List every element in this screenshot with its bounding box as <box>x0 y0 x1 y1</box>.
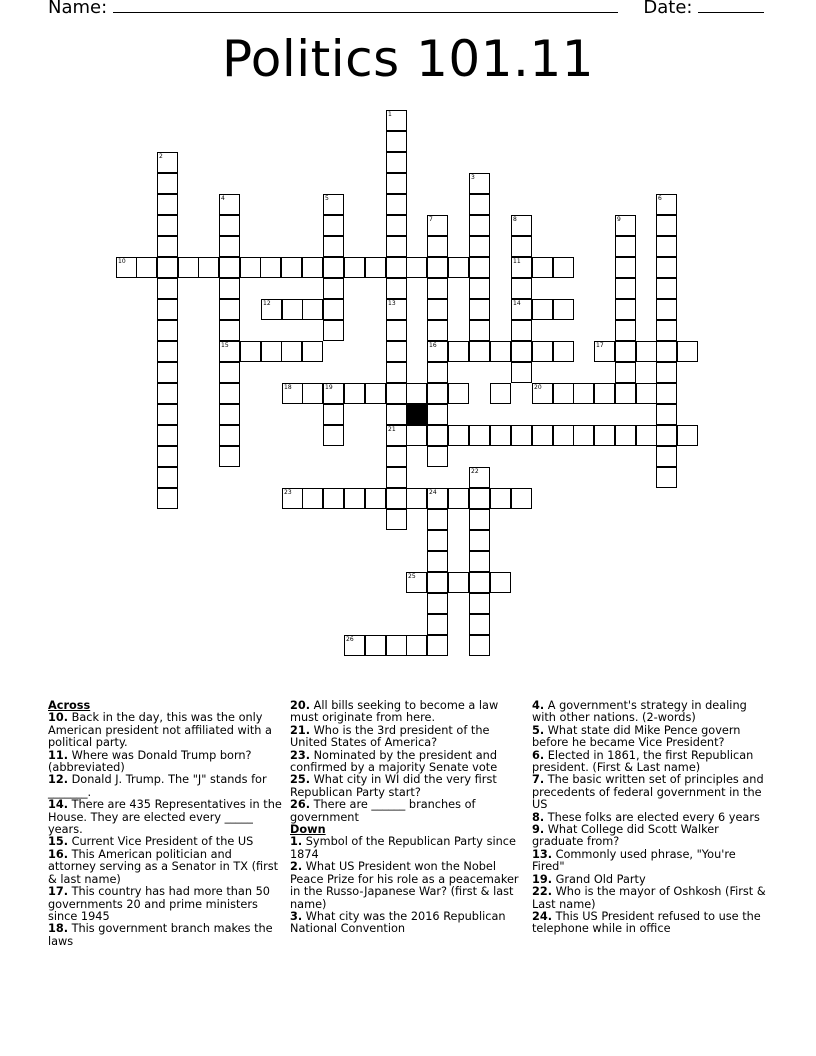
grid-cell[interactable] <box>656 467 677 488</box>
grid-cell[interactable] <box>386 131 407 152</box>
grid-cell[interactable] <box>219 425 240 446</box>
grid-cell[interactable] <box>261 299 282 320</box>
grid-cell[interactable] <box>157 299 178 320</box>
grid-cell[interactable] <box>219 362 240 383</box>
grid-cell[interactable] <box>615 425 636 446</box>
grid-cell[interactable] <box>386 278 407 299</box>
grid-cell[interactable] <box>615 383 636 404</box>
cell-number: 22 <box>471 468 479 475</box>
grid-cell[interactable] <box>157 341 178 362</box>
grid-cell[interactable] <box>427 425 448 446</box>
cell-number: 13 <box>388 300 396 307</box>
grid-cell[interactable] <box>136 257 157 278</box>
grid-cell[interactable] <box>219 383 240 404</box>
clue-across-18: 18. This government branch makes the laws <box>48 922 273 948</box>
grid-cell[interactable] <box>386 362 407 383</box>
cell-number: 20 <box>534 384 542 391</box>
grid-cell[interactable] <box>656 404 677 425</box>
grid-cell[interactable] <box>302 488 323 509</box>
grid-cell[interactable] <box>344 488 365 509</box>
grid-cell[interactable] <box>448 425 469 446</box>
grid-cell[interactable] <box>636 425 657 446</box>
cell-number: 1 <box>388 111 392 118</box>
grid-cell[interactable] <box>553 341 574 362</box>
grid-cell[interactable] <box>427 635 448 656</box>
grid-cell[interactable] <box>427 341 448 362</box>
grid-cell[interactable] <box>656 320 677 341</box>
grid-cell[interactable] <box>615 278 636 299</box>
grid-cell[interactable] <box>469 173 490 194</box>
grid-cell[interactable] <box>427 257 448 278</box>
grid-cell[interactable] <box>532 425 553 446</box>
clue-down-7: 7. The basic written set of principles and precedents of federal government in the US <box>532 773 764 812</box>
cell-number: 23 <box>284 489 292 496</box>
grid-cell[interactable] <box>219 404 240 425</box>
grid-cell[interactable] <box>427 383 448 404</box>
grid-cell[interactable] <box>427 614 448 635</box>
grid-cell[interactable] <box>469 593 490 614</box>
grid-cell[interactable] <box>656 299 677 320</box>
grid-cell[interactable] <box>302 383 323 404</box>
grid-cell[interactable] <box>656 383 677 404</box>
grid-cell[interactable] <box>427 278 448 299</box>
grid-cell[interactable] <box>615 299 636 320</box>
clue-down-8: 8. These folks are elected every 6 years <box>532 810 760 824</box>
grid-cell[interactable] <box>178 257 199 278</box>
grid-cell[interactable] <box>323 257 344 278</box>
clue-down-5: 5. What state did Mike Pence govern before he became Vice President? <box>532 723 741 750</box>
grid-cell[interactable] <box>490 341 511 362</box>
grid-cell[interactable] <box>469 551 490 572</box>
grid-cell[interactable] <box>511 320 532 341</box>
grid-cell[interactable] <box>323 236 344 257</box>
grid-cell[interactable] <box>490 572 511 593</box>
grid-cell[interactable] <box>615 320 636 341</box>
cell-number: 6 <box>658 195 662 202</box>
grid-cell[interactable] <box>532 383 553 404</box>
grid-cell[interactable] <box>386 467 407 488</box>
grid-cell[interactable] <box>469 299 490 320</box>
clue-down-13: 13. Commonly used phrase, "You're Fired" <box>532 847 736 874</box>
grid-cell[interactable] <box>219 320 240 341</box>
grid-cell[interactable] <box>282 488 303 509</box>
grid-cell[interactable] <box>157 152 178 173</box>
grid-cell[interactable] <box>157 404 178 425</box>
clues-column-1 <box>48 700 282 948</box>
grid-cell[interactable] <box>615 257 636 278</box>
grid-cell[interactable] <box>594 425 615 446</box>
grid-cell[interactable] <box>532 341 553 362</box>
grid-cell[interactable] <box>323 194 344 215</box>
grid-cell[interactable] <box>386 320 407 341</box>
grid-cell[interactable] <box>281 341 302 362</box>
cell-number: 2 <box>159 153 163 160</box>
grid-cell[interactable] <box>157 278 178 299</box>
clue-across-23: 23. Nominated by the president and confirmed by a majority Senate vote <box>290 748 498 775</box>
grid-cell[interactable] <box>386 341 407 362</box>
grid-cell[interactable] <box>636 341 657 362</box>
grid-cell[interactable] <box>157 425 178 446</box>
grid-cell[interactable] <box>386 173 407 194</box>
grid-cell[interactable] <box>656 194 677 215</box>
grid-cell[interactable] <box>469 509 490 530</box>
cell-number: 17 <box>596 342 604 349</box>
grid-cell[interactable] <box>323 320 344 341</box>
cell-number: 25 <box>408 573 416 580</box>
grid-cell[interactable] <box>365 635 386 656</box>
clue-down-1: 1. Symbol of the Republican Party since 1874 <box>290 835 516 861</box>
grid-cell[interactable] <box>469 215 490 236</box>
clue-down-3: 3. What city was the 2016 Republican National Convention <box>290 909 506 936</box>
clue-down-9: 9. What College did Scott Walker graduate from? <box>532 823 719 849</box>
grid-cell[interactable] <box>219 215 240 236</box>
grid-cell[interactable] <box>448 257 469 278</box>
grid-cell[interactable] <box>219 446 240 467</box>
clue-down-19: 19. Grand Old Party <box>532 872 646 886</box>
grid-cell[interactable] <box>427 215 448 236</box>
grid-cell[interactable] <box>427 320 448 341</box>
grid-cell[interactable] <box>386 194 407 215</box>
grid-cell[interactable] <box>427 593 448 614</box>
grid-cell[interactable] <box>511 488 532 509</box>
grid-cell[interactable] <box>448 341 469 362</box>
grid-cell[interactable] <box>323 488 344 509</box>
grid-cell[interactable] <box>281 257 302 278</box>
grid-cell[interactable] <box>469 320 490 341</box>
cell-number: 3 <box>471 174 475 181</box>
clue-across-26: 26. There are ______ branches of government <box>290 798 476 824</box>
grid-cell[interactable] <box>198 257 219 278</box>
grid-cell[interactable] <box>386 110 407 131</box>
grid-cell[interactable] <box>157 446 178 467</box>
grid-cell[interactable] <box>656 278 677 299</box>
grid-cell[interactable] <box>469 572 490 593</box>
grid-cell[interactable] <box>511 425 532 446</box>
grid-cell[interactable] <box>427 404 448 425</box>
grid-cell[interactable] <box>219 236 240 257</box>
grid-cell[interactable] <box>427 299 448 320</box>
grid-cell[interactable] <box>448 572 469 593</box>
clue-down-6: 6. Elected in 1861, the first Republican president. (First & Last name) <box>532 748 754 775</box>
clue-across-15: 15. Current Vice President of the US <box>48 835 254 849</box>
grid-cell[interactable] <box>594 383 615 404</box>
clue-across-11: 11. Where was Donald Trump born? (abbreviated) <box>48 748 252 775</box>
grid-cell[interactable] <box>406 572 427 593</box>
cell-number: 9 <box>617 216 621 223</box>
down-heading: Down <box>290 823 326 837</box>
cell-number: 24 <box>429 489 437 496</box>
cell-number: 16 <box>429 342 437 349</box>
clue-down-24: 24. This US President refused to use the telephone while in office <box>532 909 761 936</box>
cell-number: 12 <box>263 300 271 307</box>
clue-down-22: 22. Who is the mayor of Oshkosh (First & Last name) <box>532 885 766 911</box>
grid-cell[interactable] <box>386 488 407 509</box>
grid-cell[interactable] <box>490 425 511 446</box>
grid-cell[interactable] <box>553 383 574 404</box>
grid-cell[interactable] <box>157 320 178 341</box>
grid-cell[interactable] <box>344 635 365 656</box>
grid-cell[interactable] <box>282 383 303 404</box>
grid-cell[interactable] <box>157 362 178 383</box>
clue-across-20: 20. All bills seeking to become a law must originate from here. <box>290 699 499 725</box>
grid-cell[interactable] <box>490 383 511 404</box>
cell-number: 4 <box>221 195 225 202</box>
grid-cell[interactable] <box>469 194 490 215</box>
grid-cell[interactable] <box>511 299 532 320</box>
grid-cell[interactable] <box>469 278 490 299</box>
grid-cell[interactable] <box>219 257 240 278</box>
cell-number: 7 <box>429 216 433 223</box>
grid-cell[interactable] <box>323 404 344 425</box>
clue-down-4: 4. A government's strategy in dealing with other nations. (2-words) <box>532 699 747 725</box>
grid-cell[interactable] <box>261 341 282 362</box>
grid-cell[interactable] <box>656 236 677 257</box>
grid-cell[interactable] <box>116 257 137 278</box>
grid-cell[interactable] <box>553 257 574 278</box>
grid-cell[interactable] <box>656 341 677 362</box>
cell-number: 26 <box>346 636 354 643</box>
grid-cell[interactable] <box>157 194 178 215</box>
grid-cell[interactable] <box>656 257 677 278</box>
grid-cell[interactable] <box>553 299 574 320</box>
grid-cell[interactable] <box>490 488 511 509</box>
grid-cell[interactable] <box>157 215 178 236</box>
clue-across-12: 12. Donald J. Trump. The "J" stands for _______. <box>48 773 267 799</box>
grid-cell[interactable] <box>386 446 407 467</box>
grid-cell[interactable] <box>656 446 677 467</box>
cell-number: 5 <box>325 195 329 202</box>
across-heading: Across <box>48 699 91 712</box>
grid-cell[interactable] <box>469 341 490 362</box>
grid-cell[interactable] <box>427 509 448 530</box>
grid-cell[interactable] <box>365 257 386 278</box>
grid-cell[interactable] <box>219 278 240 299</box>
grid-cell[interactable] <box>157 257 178 278</box>
grid-cell[interactable] <box>302 341 323 362</box>
cell-number: 8 <box>513 216 517 223</box>
grid-cell[interactable] <box>365 383 386 404</box>
cell-number: 18 <box>284 384 292 391</box>
grid-cell[interactable] <box>157 236 178 257</box>
grid-cell[interactable] <box>511 278 532 299</box>
cell-number: 21 <box>388 426 396 433</box>
grid-cell[interactable] <box>532 257 553 278</box>
clue-across-21: 21. Who is the 3rd president of the United States of America? <box>290 723 490 750</box>
grid-cell[interactable] <box>344 383 365 404</box>
black-cell <box>406 404 427 425</box>
grid-cell[interactable] <box>511 236 532 257</box>
clue-across-10: 10. Back in the day, this was the only American president not affiliated with a political party. <box>48 711 272 750</box>
cell-number: 14 <box>513 300 521 307</box>
grid-cell[interactable] <box>406 425 427 446</box>
grid-cell[interactable] <box>323 425 344 446</box>
grid-cell[interactable] <box>406 257 427 278</box>
grid-cell[interactable] <box>448 488 469 509</box>
clues-column-2 <box>290 700 524 936</box>
grid-cell[interactable] <box>386 383 407 404</box>
grid-cell[interactable] <box>282 299 303 320</box>
clue-across-17: 17. This country has had more than 50 governments 20 and prime ministers since 1945 <box>48 885 270 923</box>
grid-cell[interactable] <box>469 530 490 551</box>
grid-cell[interactable] <box>469 236 490 257</box>
grid-cell[interactable] <box>448 383 469 404</box>
grid-cell[interactable] <box>469 635 490 656</box>
grid-cell[interactable] <box>323 299 344 320</box>
grid-cell[interactable] <box>511 341 532 362</box>
grid-cell[interactable] <box>219 341 240 362</box>
grid-cell[interactable] <box>302 299 323 320</box>
clue-across-16: 16. This American politician and attorney serving as a Senator in TX (first & last name) <box>48 847 279 886</box>
grid-cell[interactable] <box>615 215 636 236</box>
clue-across-14: 14. There are 435 Representatives in the House. They are elected every _____ years. <box>48 798 282 837</box>
cell-number: 10 <box>118 258 126 265</box>
grid-cell[interactable] <box>553 425 574 446</box>
grid-cell[interactable] <box>344 257 365 278</box>
grid-cell[interactable] <box>511 257 532 278</box>
page-title: Politics 101.11 <box>221 30 595 88</box>
grid-cell[interactable] <box>469 467 490 488</box>
clue-down-2: 2. What US President won the Nobel Peace Prize for his role as a peacemaker in the Russo-Japanese War? (first & last name) <box>290 860 519 911</box>
cell-number: 11 <box>513 258 521 265</box>
grid-cell[interactable] <box>615 362 636 383</box>
cell-number: 15 <box>221 342 229 349</box>
grid-cell[interactable] <box>406 383 427 404</box>
grid-cell[interactable] <box>386 299 407 320</box>
grid-cell[interactable] <box>427 551 448 572</box>
grid-cell[interactable] <box>157 467 178 488</box>
grid-cell[interactable] <box>615 341 636 362</box>
grid-cell[interactable] <box>656 215 677 236</box>
grid-cell[interactable] <box>427 236 448 257</box>
grid-cell[interactable] <box>386 404 407 425</box>
cell-number: 19 <box>325 384 333 391</box>
grid-cell[interactable] <box>240 341 261 362</box>
clues-column-3 <box>532 700 768 936</box>
grid-cell[interactable] <box>386 215 407 236</box>
grid-cell[interactable] <box>323 215 344 236</box>
grid-cell[interactable] <box>386 635 407 656</box>
grid-cell[interactable] <box>677 341 698 362</box>
grid-cell[interactable] <box>427 488 448 509</box>
grid-cell[interactable] <box>386 152 407 173</box>
grid-cell[interactable] <box>469 488 490 509</box>
date-label: Date: <box>643 0 693 18</box>
grid-cell[interactable] <box>427 572 448 593</box>
grid-cell[interactable] <box>594 341 615 362</box>
grid-cell[interactable] <box>469 614 490 635</box>
grid-cell[interactable] <box>573 383 594 404</box>
grid-cell[interactable] <box>386 509 407 530</box>
grid-cell[interactable] <box>573 425 594 446</box>
grid-cell[interactable] <box>427 362 448 383</box>
grid-cell[interactable] <box>157 173 178 194</box>
grid-cell[interactable] <box>427 446 448 467</box>
grid-cell[interactable] <box>615 236 636 257</box>
grid-cell[interactable] <box>323 278 344 299</box>
grid-cell[interactable] <box>219 299 240 320</box>
grid-cell[interactable] <box>656 425 677 446</box>
grid-cell[interactable] <box>323 383 344 404</box>
grid-cell[interactable] <box>386 257 407 278</box>
grid-cell[interactable] <box>386 236 407 257</box>
grid-cell[interactable] <box>406 488 427 509</box>
grid-cell[interactable] <box>302 257 323 278</box>
grid-cell[interactable] <box>386 425 407 446</box>
grid-cell[interactable] <box>677 425 698 446</box>
grid-cell[interactable] <box>157 488 178 509</box>
grid-cell[interactable] <box>469 425 490 446</box>
grid-cell[interactable] <box>532 299 553 320</box>
grid-cell[interactable] <box>219 194 240 215</box>
grid-cell[interactable] <box>469 257 490 278</box>
grid-cell[interactable] <box>157 383 178 404</box>
grid-cell[interactable] <box>511 215 532 236</box>
grid-cell[interactable] <box>240 257 261 278</box>
name-label: Name: <box>48 0 108 18</box>
grid-cell[interactable] <box>511 362 532 383</box>
grid-cell[interactable] <box>656 362 677 383</box>
grid-cell[interactable] <box>427 530 448 551</box>
grid-cell[interactable] <box>365 488 386 509</box>
grid-cell[interactable] <box>636 383 657 404</box>
clue-across-25: 25. What city in WI did the very first Republican Party start? <box>290 773 497 799</box>
grid-cell[interactable] <box>406 635 427 656</box>
grid-cell[interactable] <box>260 257 281 278</box>
